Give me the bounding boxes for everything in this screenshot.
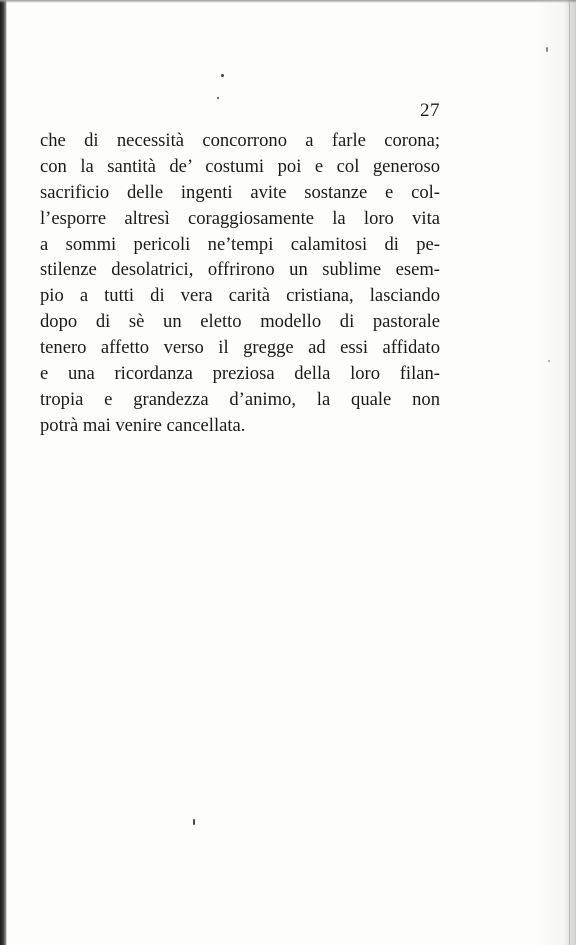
text-line: e una ricordanza preziosa della loro filan- xyxy=(40,363,440,385)
text-line: che di necessità concorrono a farle corona; xyxy=(40,130,440,151)
ink-speck xyxy=(217,97,219,99)
text-line: l’esporre altresì coraggiosamente la loro vita xyxy=(40,207,440,229)
top-page-edge xyxy=(0,0,576,3)
text-line: tropia e grandezza d’animo, la quale non xyxy=(40,388,440,410)
text-line: stilenze desolatrici, offrirono un sublime esem- xyxy=(40,259,440,281)
text-line: sacrificio delle ingenti avite sostanze e col- xyxy=(40,181,440,203)
right-page-shadow xyxy=(536,0,576,945)
ink-speck xyxy=(221,74,224,77)
ink-speck xyxy=(546,47,548,52)
ink-speck xyxy=(548,360,550,362)
ink-speck xyxy=(193,819,195,825)
text-line: a sommi pericoli ne’tempi calamitosi di pe- xyxy=(40,233,440,255)
binding-edge xyxy=(0,0,7,945)
text-line: dopo di sè un eletto modello di pastorale xyxy=(40,311,440,333)
right-page-edge xyxy=(569,0,570,945)
page-number: 27 xyxy=(420,100,440,121)
body-text xyxy=(40,128,440,439)
text-line: potrà mai venire cancellata. xyxy=(40,414,246,436)
text-line: con la santità de’ costumi poi e col generoso xyxy=(40,155,440,177)
text-line: pio a tutti di vera carità cristiana, lasciando xyxy=(40,285,440,307)
text-line: tenero affetto verso il gregge ad essi affidato xyxy=(40,337,440,359)
